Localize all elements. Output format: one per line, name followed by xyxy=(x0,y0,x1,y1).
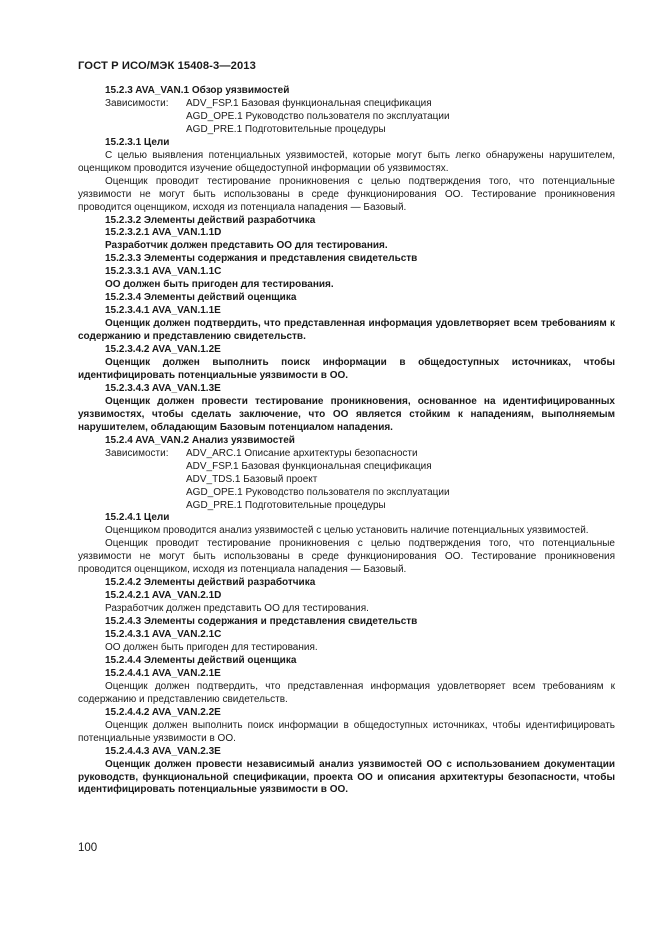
paragraph: Оценщик должен подтвердить, что представленная информация удовлетворяет всем требованиям к содержанию и представлению свидетельств. xyxy=(78,680,615,705)
dependency-item: AGD_OPE.1 Руководство пользователя по эксплуатации xyxy=(186,486,450,498)
section-heading: 15.2.3 AVA_VAN.1 Обзор уязвимостей xyxy=(105,85,290,96)
section-heading: 15.2.4.2 Элементы действий разработчика xyxy=(105,577,316,589)
section-heading: 15.2.4.4.1 AVA_VAN.2.1E xyxy=(105,667,221,679)
section-heading: 15.2.4.3.1 AVA_VAN.2.1C xyxy=(105,629,222,641)
dependencies-label: Зависимости: xyxy=(105,97,169,109)
section-heading: 15.2.4.2.1 AVA_VAN.2.1D xyxy=(105,590,222,602)
section-heading: 15.2.4.4.2 AVA_VAN.2.2E xyxy=(105,706,221,718)
section-heading: 15.2.3.1 Цели xyxy=(105,136,170,148)
requirement-paragraph: Оценщик должен подтвердить, что представленная информация удовлетворяет всем требованиям к содержанию и представлению свидетельств. xyxy=(78,318,615,343)
dependencies-list xyxy=(78,98,615,137)
section-heading: 15.2.3.3 Элементы содержания и представления свидетельств xyxy=(105,253,418,265)
section-heading: 15.2.4.1 Цели xyxy=(105,512,170,524)
page-body xyxy=(78,85,615,797)
dependency-item: ADV_TDS.1 Базовый проект xyxy=(186,473,318,485)
paragraph: ОО должен быть пригоден для тестирования. xyxy=(105,641,318,653)
dependency-item: ADV_FSP.1 Базовая функциональная спецификация xyxy=(186,460,432,472)
paragraph: Оценщиком проводится анализ уязвимостей с целью установить наличие потенциальных уязвимостей. xyxy=(105,525,589,537)
paragraph: Разработчик должен представить ОО для тестирования. xyxy=(105,603,369,615)
section-heading: 15.2.4 AVA_VAN.2 Анализ уязвимостей xyxy=(105,434,295,446)
page-number: 100 xyxy=(78,842,98,854)
dependency-item: ADV_FSP.1 Базовая функциональная спецификация xyxy=(186,97,432,109)
dependency-item: AGD_PRE.1 Подготовительные процедуры xyxy=(186,123,386,135)
requirement-paragraph: ОО должен быть пригоден для тестирования. xyxy=(105,279,334,291)
paragraph: Оценщик проводит тестирование проникновения с целью подтверждения того, что потенциальные уязвимости не могут быть использованы в среде функционирования ОО. Тестирование проникновения проводится оценщиком, исходя из потенциала нападения — Базовый. xyxy=(78,175,615,213)
document-header: ГОСТ Р ИСО/МЭК 15408-3—2013 xyxy=(78,60,256,72)
section-heading: 15.2.4.4 Элементы действий оценщика xyxy=(105,654,297,666)
requirement-paragraph: Разработчик должен представить ОО для тестирования. xyxy=(105,240,388,252)
requirement-paragraph: Оценщик должен выполнить поиск информации в общедоступных источниках, чтобы идентифицировать потенциальные уязвимости в ОО. xyxy=(78,357,615,381)
dependency-item: AGD_PRE.1 Подготовительные процедуры xyxy=(186,499,386,511)
section-heading: 15.2.3.4.2 AVA_VAN.1.2E xyxy=(105,344,221,356)
dependencies-label: Зависимости: xyxy=(105,447,169,459)
paragraph: Оценщик должен выполнить поиск информации в общедоступных источниках, чтобы идентифицировать потенциальные уязвимости в ОО. xyxy=(78,719,615,744)
section-heading: 15.2.3.4.1 AVA_VAN.1.1E xyxy=(105,305,221,317)
dependency-item: ADV_ARC.1 Описание архитектуры безопасности xyxy=(186,447,418,459)
requirement-paragraph: Оценщик должен провести независимый анализ уязвимостей ОО с использованием документации руководств, функциональной спецификации, проекта ОО и описания архитектуры безопасности, чтобы идентифицировать потенциальные уязвимости в ОО. xyxy=(78,758,615,796)
dependency-item: AGD_OPE.1 Руководство пользователя по эксплуатации xyxy=(186,110,450,122)
section-heading: 15.2.4.3 Элементы содержания и представления свидетельств xyxy=(105,616,418,628)
section-heading: 15.2.3.4.3 AVA_VAN.1.3E xyxy=(105,382,221,394)
paragraph: Оценщик проводит тестирование проникновения с целью подтверждения того, что потенциальные уязвимости не могут быть использованы в среде функционирования ОО. Тестирование проникновения проводится оценщиком, исходя из потенциала нападения — Базовый. xyxy=(78,538,615,576)
section-heading: 15.2.3.4 Элементы действий оценщика xyxy=(105,292,297,304)
section-heading: 15.2.4.4.3 AVA_VAN.2.3E xyxy=(105,745,221,757)
dependencies-list xyxy=(78,448,615,513)
paragraph: С целью выявления потенциальных уязвимостей, которые могут быть легко обнаружены нарушителем, оценщиком проводится изучение общедоступной информации об уязвимостях. xyxy=(78,149,615,174)
section-heading: 15.2.3.3.1 AVA_VAN.1.1C xyxy=(105,266,222,278)
section-heading: 15.2.3.2 Элементы действий разработчика xyxy=(105,214,316,226)
requirement-paragraph: Оценщик должен провести тестирование проникновения, основанное на идентифицированных уязвимостях, чтобы сделать заключение, что ОО является стойким к нападениям, выполняемым нарушителем, обладающим Базовым потенциалом нападения. xyxy=(78,395,615,433)
section-heading: 15.2.3.2.1 AVA_VAN.1.1D xyxy=(105,227,222,239)
